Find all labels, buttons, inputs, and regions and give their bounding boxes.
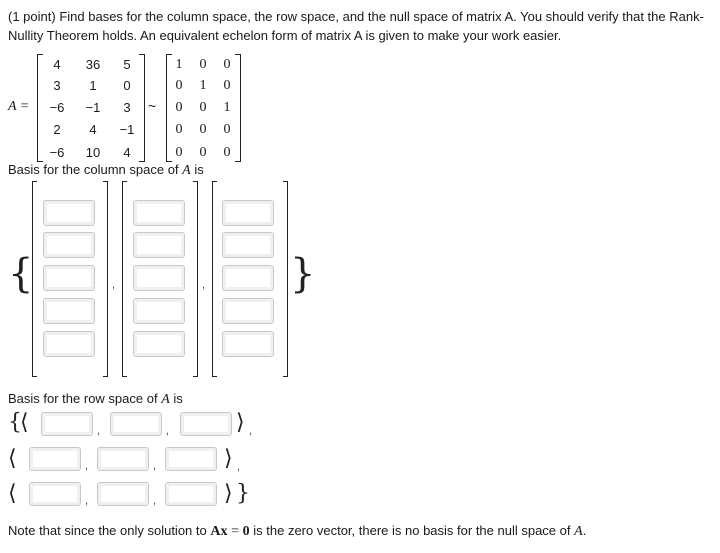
row-vector-1-open-angle: ⟨ (20, 410, 29, 435)
column-vector-1-left-bracket (32, 181, 37, 377)
row-basis-open-brace: { (8, 410, 22, 435)
column-vector-separator: , (112, 279, 116, 291)
row-vector-3-entry-2-input[interactable] (97, 482, 149, 506)
column-vector-3-right-bracket (283, 181, 288, 377)
row-space-heading: Basis for the row space of A is (8, 391, 183, 407)
column-vector-3-entry-5-input[interactable] (222, 331, 274, 357)
row-entry-separator: , (85, 495, 89, 507)
matrix-a-cell: 2 (53, 122, 61, 137)
column-vector-2-entry-1-input[interactable] (133, 200, 185, 226)
echelon-cell: 0 (175, 145, 183, 160)
column-vector-separator: , (202, 279, 206, 291)
matrix-a-cell: 3 (53, 78, 61, 93)
row-vector-1-entry-3-input[interactable] (180, 412, 232, 436)
row-entry-separator: , (153, 495, 157, 507)
matrix-a-cell: 4 (89, 122, 97, 137)
column-vector-2-entry-2-input[interactable] (133, 232, 185, 258)
row-vector-2-open-angle: ⟨ (8, 446, 17, 471)
row-vector-2-close-angle: ⟩ (224, 446, 233, 471)
column-vector-1-entry-2-input[interactable] (43, 232, 95, 258)
row-vector-3-close-angle: ⟩ (224, 481, 233, 506)
echelon-cell: 1 (199, 78, 207, 93)
row-basis-close-brace: } (236, 481, 250, 506)
matrix-a-cell: −6 (49, 145, 65, 160)
matrix-a-cell: 5 (123, 57, 131, 72)
echelon-cell: 1 (223, 100, 231, 115)
column-vector-2-entry-5-input[interactable] (133, 331, 185, 357)
matrix-a-cell: 4 (123, 145, 131, 160)
column-vector-2-right-bracket (193, 181, 198, 377)
column-vector-1-entry-5-input[interactable] (43, 331, 95, 357)
column-vector-1-entry-3-input[interactable] (43, 265, 95, 291)
matrix-a-cell: −6 (49, 100, 65, 115)
row-vector-3-open-angle: ⟨ (8, 481, 17, 506)
matrix-a-cell: 3 (123, 100, 131, 115)
row-vector-1-entry-1-input[interactable] (41, 412, 93, 436)
row-vector-end-comma: , (249, 425, 253, 437)
row-vector-end-comma: , (237, 461, 241, 473)
echelon-cell: 0 (199, 122, 207, 137)
row-vector-2-entry-2-input[interactable] (97, 447, 149, 471)
matrix-a-cell: −1 (85, 100, 101, 115)
matrix-a-cell: 1 (89, 78, 97, 93)
column-space-heading: Basis for the column space of A is (8, 162, 204, 178)
echelon-cell: 0 (199, 100, 207, 115)
column-vector-3-entry-2-input[interactable] (222, 232, 274, 258)
matrix-a-cell: 4 (53, 57, 61, 72)
matrix-a-left-bracket (37, 54, 43, 162)
column-vector-1-entry-1-input[interactable] (43, 200, 95, 226)
row-entry-separator: , (97, 425, 101, 437)
column-vector-2-left-bracket (122, 181, 127, 377)
column-vector-3-left-bracket (212, 181, 217, 377)
column-vector-2-entry-4-input[interactable] (133, 298, 185, 324)
row-vector-3-entry-3-input[interactable] (165, 482, 217, 506)
row-entry-separator: , (85, 460, 89, 472)
echelon-cell: 0 (175, 100, 183, 115)
column-vector-3-entry-3-input[interactable] (222, 265, 274, 291)
echelon-cell: 0 (223, 122, 231, 137)
row-vector-3-entry-1-input[interactable] (29, 482, 81, 506)
problem-text: Find bases for the column space, the row space, and the null space of matrix A. You should verify that the Rank-Nullity Theorem holds. An equivalent echelon form of matrix A is given to make your work easier. (8, 9, 704, 43)
echelon-cell: 0 (199, 57, 207, 72)
matrix-a-cell: 0 (123, 78, 131, 93)
column-vector-3-entry-4-input[interactable] (222, 298, 274, 324)
echelon-cell: 0 (175, 122, 183, 137)
row-entry-separator: , (166, 425, 170, 437)
row-vector-1-entry-2-input[interactable] (110, 412, 162, 436)
echelon-cell: 0 (223, 145, 231, 160)
matrix-a-cell: 10 (85, 145, 101, 160)
column-vector-2-entry-3-input[interactable] (133, 265, 185, 291)
column-vector-1-right-bracket (103, 181, 108, 377)
column-vector-1-entry-4-input[interactable] (43, 298, 95, 324)
problem-points: (1 point) (8, 9, 56, 24)
column-basis-left-brace: { (8, 251, 34, 297)
equation-ax: Ax (210, 524, 228, 539)
row-vector-2-entry-1-input[interactable] (29, 447, 81, 471)
echelon-cell: 0 (199, 145, 207, 160)
equivalence-tilde: ~ (148, 98, 157, 114)
row-entry-separator: , (153, 460, 157, 472)
matrix-a-cell: 36 (85, 57, 101, 72)
matrix-label: A = (8, 99, 30, 114)
null-space-note: Note that since the only solution to Ax = 0 is the zero vector, there is no basis for the null space of A. (8, 523, 587, 539)
equation-zero: 0 (242, 524, 250, 539)
echelon-cell: 0 (223, 57, 231, 72)
problem-statement (8, 7, 708, 45)
echelon-cell: 0 (175, 78, 183, 93)
row-vector-1-close-angle: ⟩ (236, 410, 245, 435)
column-basis-right-brace: } (290, 251, 316, 297)
matrix-a-cell: −1 (119, 122, 135, 137)
echelon-cell: 1 (175, 57, 183, 72)
column-vector-3-entry-1-input[interactable] (222, 200, 274, 226)
echelon-cell: 0 (223, 78, 231, 93)
row-vector-2-entry-3-input[interactable] (165, 447, 217, 471)
